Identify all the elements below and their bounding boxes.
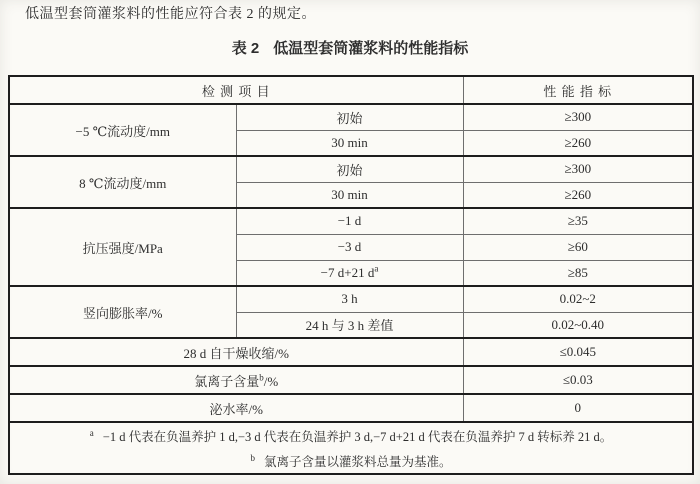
footnote-a [14,423,688,448]
table-row [9,208,693,234]
table-row [9,394,693,422]
table-row [9,156,693,182]
item-cell: −1 d [236,208,463,234]
footnote-b [14,448,688,473]
table-row [9,104,693,130]
row-label-chloride: 氯离子含量$^b$/% [9,366,463,394]
footnote-cell [9,422,693,474]
value-cell: ≥85 [463,260,693,286]
value-cell: ≥260 [463,130,693,156]
table-number: 表 2 [231,40,260,57]
item-cell: 初始 [236,104,463,130]
item-cell: −7 d+21 d$^a$ [236,260,463,286]
item-cell: 30 min [236,130,463,156]
row-label-flow-8: 8 ℃流动度/mm [9,156,236,208]
row-label-bleeding: 泌水率/% [9,394,463,422]
table-row [9,366,693,394]
item-cell: 24 h 与 3 h 差值 [236,312,463,338]
row-label-flow-neg5: −5 ℃流动度/mm [9,104,236,156]
performance-table [8,75,694,475]
value-cell: ≤0.045 [463,338,693,366]
row-label-shrinkage: 28 d 自干燥收缩/% [9,338,463,366]
item-cell: −3 d [236,234,463,260]
header-item-cell: 检 测 项 目 [9,76,463,104]
footnote-ref-b: b [259,372,264,383]
item-cell: 3 h [236,286,463,312]
footnote-ref-a: a [374,263,379,274]
item-cell: 初始 [236,156,463,182]
footnote-row [9,422,693,474]
value-cell: ≥60 [463,234,693,260]
row-label-compressive-strength: 抗压强度/MPa [9,208,236,286]
value-cell: 0.02~0.40 [463,312,693,338]
value-cell: ≥300 [463,104,693,130]
row-label-vertical-expansion: 竖向膨胀率/% [9,286,236,338]
value-cell: ≥35 [463,208,693,234]
header-row [9,76,693,104]
header-index-cell: 性 能 指 标 [463,76,693,104]
table-title [0,37,700,58]
footnote-marker-b: b [250,453,255,464]
footnote-marker-a: a [89,428,94,438]
value-cell: ≥260 [463,182,693,208]
intro-text: 低温型套筒灌浆料的性能应符合表 2 的规定。 [25,7,316,22]
table-title-text: 低温型套筒灌浆料的性能指标 [273,40,469,57]
value-cell: 0 [463,394,693,422]
value-cell: 0.02~2 [463,286,693,312]
table-row [9,286,693,312]
table-row [9,338,693,366]
value-cell: ≤0.03 [463,366,693,394]
footnote-text-a: −1 d 代表在负温养护 1 d,−3 d 代表在负温养护 3 d,−7 d+21 d 代表在负温养护 7 d 转标养 21 d。 [102,430,613,445]
value-cell: ≥300 [463,156,693,182]
item-cell: 30 min [236,182,463,208]
footnote-text-b: 氯离子含量以灌浆料总量为基准。 [264,455,452,470]
